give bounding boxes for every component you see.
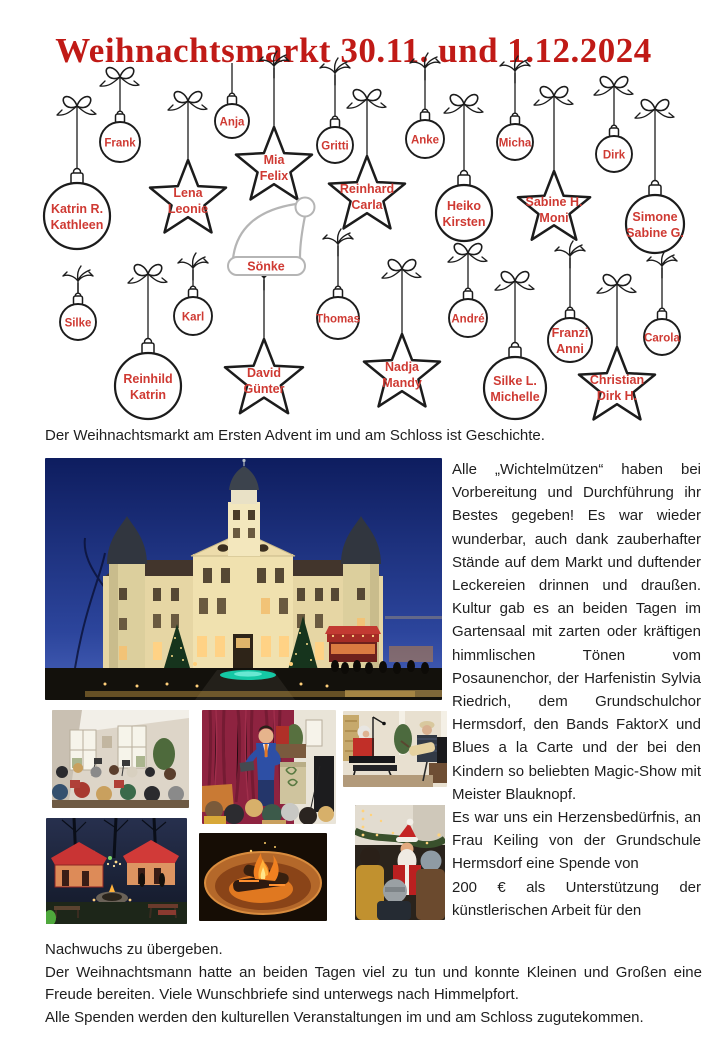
photo-castle-night	[45, 458, 442, 700]
svg-text:ReinhardCarla: Reinhard Carla	[339, 182, 395, 212]
intro-line: Der Weihnachtsmarkt am Ersten Advent im und am Schloss ist Geschichte.	[45, 427, 545, 444]
svg-text:Anja: Anja	[219, 116, 245, 129]
svg-text:ReinhildKatrin: Reinhild Katrin	[123, 372, 173, 402]
ornament-karl	[174, 253, 212, 335]
svg-text:Sabine H.Moni: Sabine H. Moni	[525, 195, 583, 225]
photo-market-tents	[46, 818, 187, 924]
ornament-silke	[60, 266, 96, 340]
ornament-lena-leonie	[150, 92, 226, 233]
ornament-heiko-kirsten	[436, 95, 492, 241]
ornament-nadja-mandy	[364, 260, 440, 407]
svg-text:Sönke: Sönke	[247, 259, 285, 274]
svg-text:Katrin R.Kathleen: Katrin R. Kathleen	[50, 202, 104, 232]
ornament-sabine-h-moni	[518, 87, 590, 240]
svg-text:DavidGünter: David Günter	[243, 366, 285, 396]
hanging-ornaments-graphic	[0, 0, 707, 434]
svg-text:Thomas: Thomas	[315, 313, 361, 326]
paragraph-wichtelmuetzen: Alle „Wichtelmützen“ haben bei Vorbereitung und Durchführung ihr Bestes gegeben! Es war wieder wunderbar, auch dank zauberhafter Stände auf dem Markt und duftender Leckereien drinnen und draußen. Kultur gab es an beiden Tagen im Gartensaal mit zarten oder kräftigen himmlischen Tönen vom Posaunenchor, der Harfenistin Sylvia Riedrich, dem Grundschulchor Hermsdorf, den Bands FaktorX und Blues a la Carte und der bei den Kindern so beliebten Magic-Show mit Meister Blauknopf.	[452, 461, 701, 803]
ornament-carola	[644, 251, 680, 355]
svg-text:Silke: Silke	[64, 317, 92, 330]
ornament-anke	[406, 53, 444, 158]
ornament-silke-l-michelle	[484, 272, 546, 419]
photo-magic-show	[202, 710, 336, 824]
ornament-reinhild-katrin	[115, 265, 181, 419]
svg-text:Gritti: Gritti	[321, 140, 349, 153]
svg-text:LenaLeonie: Lena Leonie	[167, 186, 209, 216]
article-bottom	[45, 939, 702, 1029]
svg-text:Frank: Frank	[104, 137, 136, 150]
ornament-gritti	[317, 58, 353, 163]
paragraph-weihnachtsmann: Der Weihnachtsmann hatte an beiden Tagen viel zu tun und konnte Kleinen und Großen eine Freude bereiten. Viele Wunschbriefe sind unterwegs nach Himmelpfort.	[45, 963, 702, 1004]
svg-text:ChristianDirk H.: Christian Dirk H.	[589, 373, 645, 403]
svg-text:Micha: Micha	[498, 137, 532, 150]
svg-text:André: André	[451, 313, 485, 326]
ornament-andr-	[448, 244, 487, 337]
photo-concert-hall	[52, 710, 189, 808]
photo-santa-with-children	[355, 805, 445, 920]
ornament-katrin-r-kathleen	[44, 97, 110, 249]
svg-text:Silke L.Michelle: Silke L. Michelle	[490, 374, 540, 404]
svg-text:FranziAnni: Franzi Anni	[551, 326, 589, 356]
svg-text:HeikoKirsten: Heiko Kirsten	[442, 199, 486, 229]
ornament-anja	[215, 63, 249, 138]
ornament-micha	[497, 56, 533, 160]
svg-text:NadjaMandy: Nadja Mandy	[382, 360, 422, 390]
ornament-david-günter	[225, 263, 303, 413]
article-right-column	[452, 458, 701, 922]
svg-text:Anke: Anke	[410, 134, 440, 147]
page-title: Weihnachtsmarkt 30.11. und 1.12.2024	[55, 31, 652, 71]
photo-fire-bowl	[199, 833, 327, 921]
ornament-franzi-anni	[548, 241, 592, 362]
ornament-santa-hat	[228, 198, 315, 276]
svg-text:Carola: Carola	[644, 332, 680, 345]
paragraph-spenden: Alle Spenden werden den kulturellen Veranstaltungen im und am Schloss zugutekommen.	[45, 1008, 644, 1026]
paragraph-spende-1: Es war uns ein Herzensbedürfnis, an Frau Keiling von der Grundschule Hermsdorf eine Spende von	[452, 809, 701, 873]
svg-text:MiaFelix: Mia Felix	[259, 153, 289, 183]
svg-text:Dirk: Dirk	[602, 149, 626, 162]
ornament-frank	[100, 68, 140, 162]
ornament-dirk	[594, 77, 633, 172]
svg-text:SimoneSabine G.: Simone Sabine G.	[626, 210, 684, 240]
photo-band	[343, 711, 447, 787]
paragraph-nachwuchs: Nachwuchs zu übergeben.	[45, 941, 223, 958]
paragraph-spende-2: 200 € als Unterstützung der künstlerischen Arbeit für den	[452, 878, 701, 919]
ornament-simone-sabine-g-	[626, 100, 684, 253]
svg-text:Karl: Karl	[181, 311, 205, 324]
ornament-thomas	[316, 229, 360, 339]
